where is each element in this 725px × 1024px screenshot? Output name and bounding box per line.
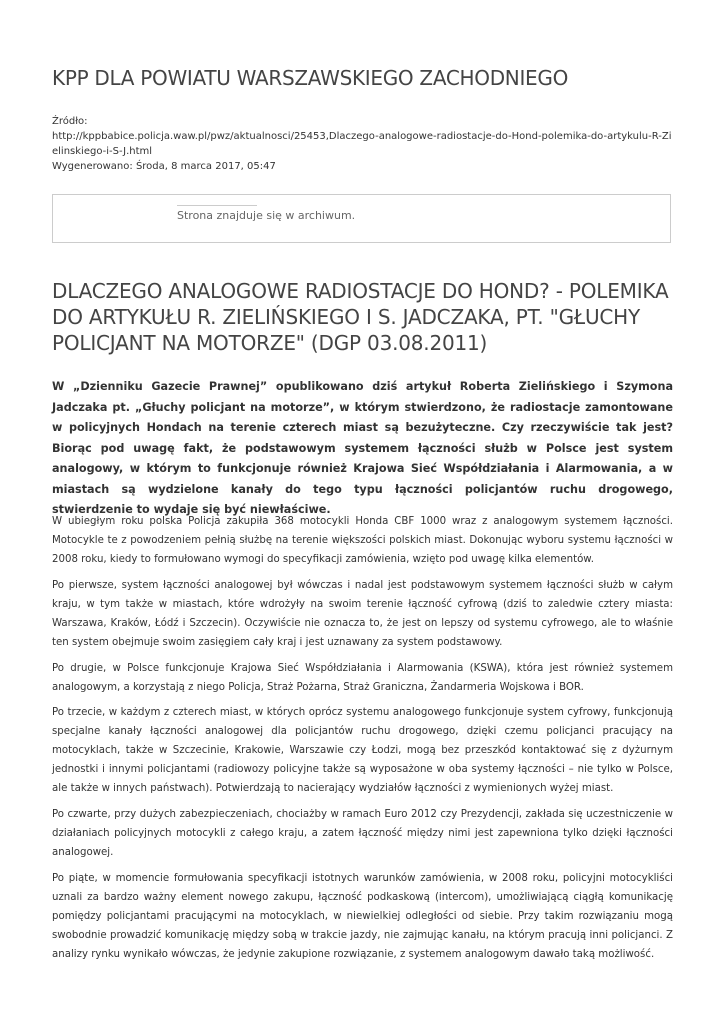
- archive-notice-box: [52, 194, 671, 243]
- archive-divider: [177, 205, 257, 206]
- article-paragraph: Po trzecie, w każdym z czterech miast, w których oprócz systemu analogowego funkcjonuje system cyfrowy, funkcjonują specjalne kanały łączności analogowej dla policjantów ruchu drogowego, dzięki czemu policjanci pracujący na motocyklach, także w Szczecinie, Krakowie, Warszawie czy Łodzi, mogą bez przeszkód kontaktować się z dyżurnym jednostki i innymi policjantami (radiowozy policyjne także są wyposażone w oba systemy łączności – nie tylko w Polsce, ale także w innych państwach). Potwierdzają to nacierający wydziałów łączności z wymienionych wyżej miast.: [52, 707, 673, 794]
- article-title: DLACZEGO ANALOGOWE RADIOSTACJE DO HOND? - POLEMIKA DO ARTYKUŁU R. ZIELIŃSKIEGO I S. JADCZAKA, PT. "GŁUCHY POLICJANT NA MOTORZE" (DGP 03.08.2011): [52, 279, 669, 355]
- site-title: KPP DLA POWIATU WARSZAWSKIEGO ZACHODNIEGO: [52, 66, 569, 90]
- article-paragraph: W ubiegłym roku polska Policja zakupiła 368 motocykli Honda CBF 1000 wraz z analogowym systemem łączności. Motocykle te z powodzeniem pełnią służbę na terenie większości polskich miast. Dokonując wyboru systemu łączności w 2008 roku, kiedy to formułowano wymogi do specyfikacji zamówienia, wzięto pod uwagę kilka elementów.: [52, 516, 673, 565]
- article-paragraph: Po pierwsze, system łączności analogowej był wówczas i nadal jest podstawowym systemem łączności służb w całym kraju, w tym także w miastach, które wdrożyły na swoim terenie łączność cyfrową (dziś to zaledwie cztery miasta: Warszawa, Kraków, Łódź i Szczecin). Oczywiście nie oznacza to, że jest on lepszy od systemu cyfrowego, ale to właśnie ten system obejmuje swoim zasięgiem cały kraj i jest uznawany za system podstawowy.: [52, 580, 673, 648]
- article-paragraph: Po drugie, w Polsce funkcjonuje Krajowa Sieć Współdziałania i Alarmowania (KSWA), która jest również systemem analogowym, a korzystają z niego Policja, Straż Pożarna, Straż Graniczna, Żandarmeria Wojskowa i BOR.: [52, 663, 673, 693]
- archive-notice: Strona znajduje się w archiwum.: [177, 209, 356, 222]
- article-paragraph: Po piąte, w momencie formułowania specyfikacji istotnych warunków zamówienia, w 2008 roku, policyjni motocykliści uznali za bardzo ważny element nowego zakupu, łączność podkaskową (intercom), umożliwiającą ciągłą komunikację pomiędzy policjantami pracującymi na motocyklach, w niewielkiej odległości od siebie. Przy takim rozwiązaniu mogą swobodnie prowadzić komunikację między sobą w trakcie jazdy, nie zajmując kanału, na którym pracują inni policjanci. Z analizy rynku wynikało wówczas, że jedynie zakupione rozwiązanie, z systemem analogowym dawało taką możliwość.: [52, 873, 673, 960]
- source-url: http://kppbabice.policja.waw.pl/pwz/aktualnosci/25453,Dlaczego-analogowe-radiostacje-do-Hond-polemika-do-artykulu-R-Zielinskiego-i-S-J.html: [52, 131, 672, 157]
- source-label: Źródło:: [52, 116, 88, 127]
- generated-timestamp: Wygenerowano: Środa, 8 marca 2017, 05:47: [52, 161, 276, 172]
- article-lead: W „Dzienniku Gazecie Prawnej” opublikowano dziś artykuł Roberta Zielińskiego i Szymona Jadczaka pt. „Głuchy policjant na motorze”, w którym stwierdzono, że radiostacje zamontowane w policyjnych Hondach na terenie czterech miast są bezużyteczne. Czy rzeczywiście tak jest? Biorąc pod uwagę fakt, że podstawowym systemem łączności służb w Polsce jest system analogowy, w którym to funkcjonuje również Krajowa Sieć Współdziałania i Alarmowania, a w miastach są wydzielone kanały do tego typu łączności policjantów ruchu drogowego, stwierdzenie to wydaje się być niewłaściwe.: [52, 380, 673, 516]
- article-paragraph: Po czwarte, przy dużych zabezpieczeniach, chociażby w ramach Euro 2012 czy Prezydencji, zakłada się uczestniczenie w działaniach policyjnych motocykli z całego kraju, a zatem łączność między nimi jest zapewniona tylko dzięki łączności analogowej.: [52, 809, 673, 858]
- document-meta: [52, 114, 673, 174]
